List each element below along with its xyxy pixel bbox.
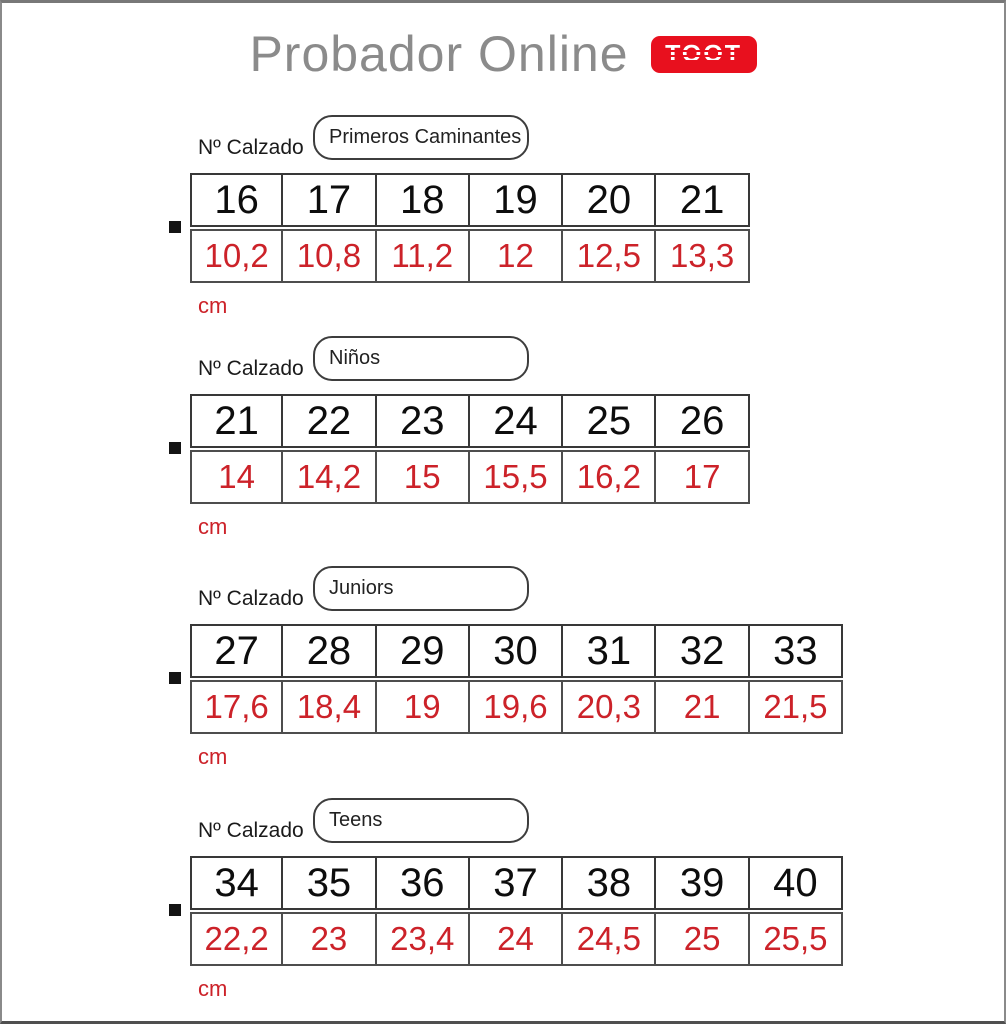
size-cell: 31	[563, 624, 656, 678]
size-cell: 16	[190, 173, 283, 227]
cm-cell: 21,5	[750, 680, 843, 734]
category-pill	[313, 798, 529, 843]
category-pill-label: Juniors	[329, 577, 394, 599]
cm-cell: 10,8	[283, 229, 376, 283]
category-pill	[313, 566, 529, 611]
size-header-row	[190, 394, 750, 448]
size-cell: 38	[563, 856, 656, 910]
cm-cell: 25	[656, 912, 749, 966]
size-cell: 19	[470, 173, 563, 227]
cm-cell: 17	[656, 450, 749, 504]
size-cell: 22	[283, 394, 376, 448]
logo-stripe	[659, 60, 749, 62]
size-cell: 32	[656, 624, 749, 678]
bullet-square-marker	[169, 221, 181, 233]
size-cell: 24	[470, 394, 563, 448]
bullet-square-marker	[169, 904, 181, 916]
cm-cell: 11,2	[377, 229, 470, 283]
category-pill	[313, 115, 529, 160]
size-cell: 30	[470, 624, 563, 678]
size-cell: 34	[190, 856, 283, 910]
category-pill-label: Primeros Caminantes	[329, 126, 522, 148]
size-cell: 20	[563, 173, 656, 227]
cm-cell: 23,4	[377, 912, 470, 966]
page-title: Probador Online	[249, 26, 629, 82]
category-pill-label: Teens	[329, 809, 383, 831]
size-cell: 18	[377, 173, 470, 227]
size-cell: 26	[656, 394, 749, 448]
size-section-2	[190, 336, 890, 546]
page-header	[2, 25, 1004, 83]
size-cell: 33	[750, 624, 843, 678]
size-section-1	[190, 115, 890, 325]
cm-cell: 20,3	[563, 680, 656, 734]
logo-stripe	[659, 55, 749, 57]
cm-value-row	[190, 912, 843, 966]
size-header-row	[190, 856, 843, 910]
cm-unit-label: cm	[198, 293, 228, 318]
cm-unit-label: cm	[198, 744, 228, 769]
cm-cell: 21	[656, 680, 749, 734]
size-cell: 37	[470, 856, 563, 910]
size-cell: 23	[377, 394, 470, 448]
cm-value-row	[190, 680, 843, 734]
cm-value-row	[190, 450, 750, 504]
category-pill-label: Niños	[329, 347, 381, 369]
cm-cell: 24,5	[563, 912, 656, 966]
cm-cell: 12,5	[563, 229, 656, 283]
cm-cell: 19	[377, 680, 470, 734]
cm-cell: 10,2	[190, 229, 283, 283]
logo-stripe	[659, 65, 749, 67]
bullet-square-marker	[169, 672, 181, 684]
cm-cell: 15	[377, 450, 470, 504]
size-cell: 28	[283, 624, 376, 678]
size-cell: 25	[563, 394, 656, 448]
shoe-size-label: Nº Calzado	[198, 587, 304, 610]
size-cell: 21	[190, 394, 283, 448]
size-cell: 35	[283, 856, 376, 910]
shoe-size-label: Nº Calzado	[198, 357, 304, 380]
cm-cell: 19,6	[470, 680, 563, 734]
cm-cell: 24	[470, 912, 563, 966]
size-cell: 17	[283, 173, 376, 227]
cm-cell: 18,4	[283, 680, 376, 734]
cm-cell: 15,5	[470, 450, 563, 504]
cm-cell: 14	[190, 450, 283, 504]
size-cell: 40	[750, 856, 843, 910]
cm-unit-label: cm	[198, 976, 228, 1001]
size-section-3	[190, 566, 890, 776]
cm-cell: 25,5	[750, 912, 843, 966]
shoe-size-label: Nº Calzado	[198, 136, 304, 159]
bullet-square-marker	[169, 442, 181, 454]
size-cell: 36	[377, 856, 470, 910]
cm-value-row	[190, 229, 750, 283]
size-cell: 27	[190, 624, 283, 678]
cm-cell: 16,2	[563, 450, 656, 504]
cm-unit-label: cm	[198, 514, 228, 539]
logo-stripe	[659, 50, 749, 52]
cm-cell: 22,2	[190, 912, 283, 966]
cm-cell: 17,6	[190, 680, 283, 734]
size-cell: 21	[656, 173, 749, 227]
cm-cell: 14,2	[283, 450, 376, 504]
size-header-row	[190, 624, 843, 678]
size-cell: 39	[656, 856, 749, 910]
toot-logo	[651, 36, 757, 73]
cm-cell: 23	[283, 912, 376, 966]
category-pill	[313, 336, 529, 381]
size-cell: 29	[377, 624, 470, 678]
cm-cell: 13,3	[656, 229, 749, 283]
size-section-4	[190, 798, 890, 1008]
size-header-row	[190, 173, 750, 227]
shoe-size-label: Nº Calzado	[198, 819, 304, 842]
cm-cell: 12	[470, 229, 563, 283]
